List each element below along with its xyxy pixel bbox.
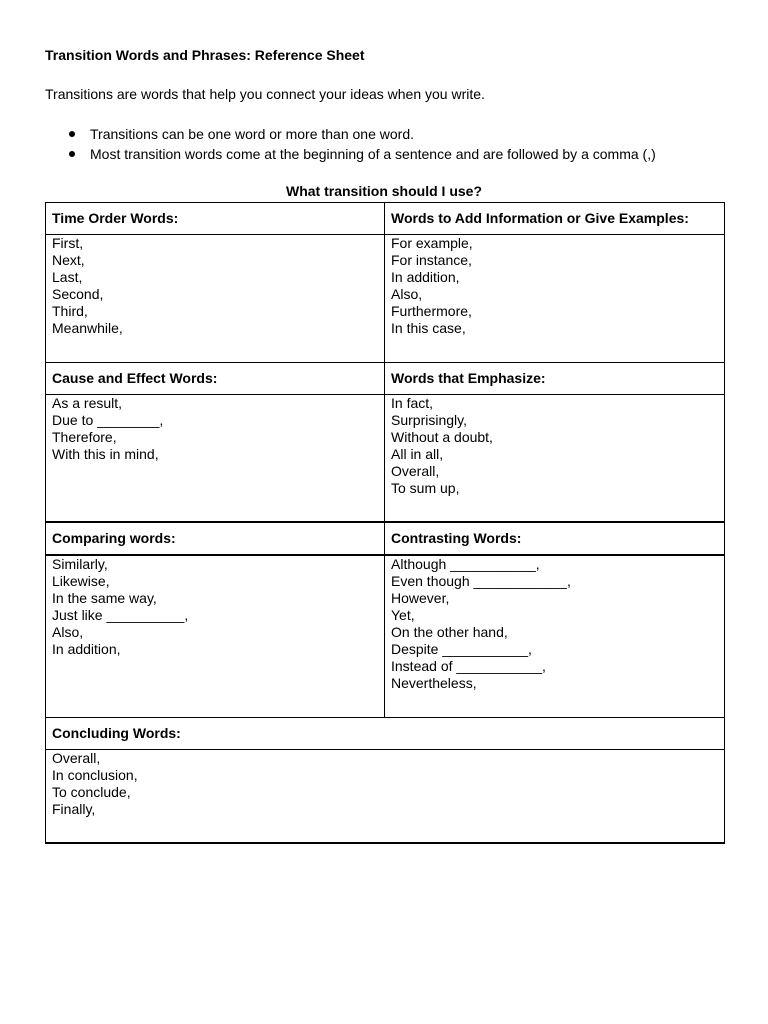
list-item: Finally, — [52, 801, 96, 817]
list-item: In conclusion, — [52, 767, 138, 783]
list-item: In the same way, — [52, 590, 157, 606]
bullet-list — [45, 124, 656, 164]
list-item: Furthermore, — [391, 303, 472, 319]
list-item: To conclude, — [52, 784, 131, 800]
list-item: All in all, — [391, 446, 444, 462]
time-order-cell — [46, 235, 385, 363]
list-item: Instead of ___________, — [391, 658, 546, 674]
list-item: Overall, — [391, 463, 440, 479]
list-item: In fact, — [391, 395, 434, 411]
list-item: Due to ________, — [52, 412, 164, 428]
list-item: Meanwhile, — [52, 320, 123, 336]
list-item: Also, — [391, 286, 423, 302]
table-heading: What transition should I use? — [286, 183, 482, 199]
list-item: With this in mind, — [52, 446, 159, 462]
time-order-header: Time Order Words: — [46, 203, 385, 235]
list-item: Last, — [52, 269, 83, 285]
emphasize-header: Words that Emphasize: — [385, 363, 725, 395]
list-item: In this case, — [391, 320, 466, 336]
list-item: Even though ____________, — [391, 573, 571, 589]
cause-effect-header: Cause and Effect Words: — [46, 363, 385, 395]
list-item: On the other hand, — [391, 624, 508, 640]
list-item: Third, — [52, 303, 88, 319]
list-item: Although ___________, — [391, 556, 540, 572]
table-row — [46, 555, 725, 718]
comparing-header: Comparing words: — [46, 522, 385, 555]
list-item: Next, — [52, 252, 85, 268]
list-item: In addition, — [52, 641, 121, 657]
table-row — [46, 395, 725, 523]
bullet-text: Most transition words come at the beginning of a sentence and are followed by a comma (,) — [90, 146, 656, 162]
table-header-row — [46, 718, 725, 750]
list-item: In addition, — [391, 269, 460, 285]
list-item: Similarly, — [52, 556, 108, 572]
table-header-row — [46, 522, 725, 555]
list-item: Overall, — [52, 750, 101, 766]
bullet-icon — [69, 151, 75, 157]
cause-effect-cell — [46, 395, 385, 523]
contrasting-header: Contrasting Words: — [385, 522, 725, 555]
list-item: First, — [52, 235, 84, 251]
emphasize-cell — [385, 395, 725, 523]
table-header-row — [46, 203, 725, 235]
list-item: Also, — [52, 624, 84, 640]
list-item: Therefore, — [52, 429, 117, 445]
contrasting-cell — [385, 555, 725, 718]
add-info-header: Words to Add Information or Give Examples: — [385, 203, 725, 235]
list-item: For instance, — [391, 252, 472, 268]
concluding-cell — [46, 750, 725, 844]
list-item: Surprisingly, — [391, 412, 467, 428]
comparing-cell — [46, 555, 385, 718]
add-info-cell — [385, 235, 725, 363]
bullet-item — [45, 144, 656, 164]
page-title: Transition Words and Phrases: Reference Sheet — [45, 47, 365, 63]
list-item: For example, — [391, 235, 473, 251]
list-item: Despite ___________, — [391, 641, 532, 657]
list-item: Likewise, — [52, 573, 110, 589]
bullet-item — [45, 124, 656, 144]
list-item: To sum up, — [391, 480, 460, 496]
table-row — [46, 750, 725, 844]
list-item: Just like __________, — [52, 607, 189, 623]
list-item: Without a doubt, — [391, 429, 493, 445]
bullet-text: Transitions can be one word or more than one word. — [90, 126, 414, 142]
list-item: Nevertheless, — [391, 675, 477, 691]
list-item: As a result, — [52, 395, 123, 411]
list-item: Yet, — [391, 607, 415, 623]
transition-table — [45, 202, 725, 844]
bullet-icon — [69, 131, 75, 137]
intro-text: Transitions are words that help you connect your ideas when you write. — [45, 86, 485, 102]
table-header-row — [46, 363, 725, 395]
list-item: However, — [391, 590, 450, 606]
concluding-header: Concluding Words: — [46, 718, 725, 750]
table-row — [46, 235, 725, 363]
list-item: Second, — [52, 286, 104, 302]
